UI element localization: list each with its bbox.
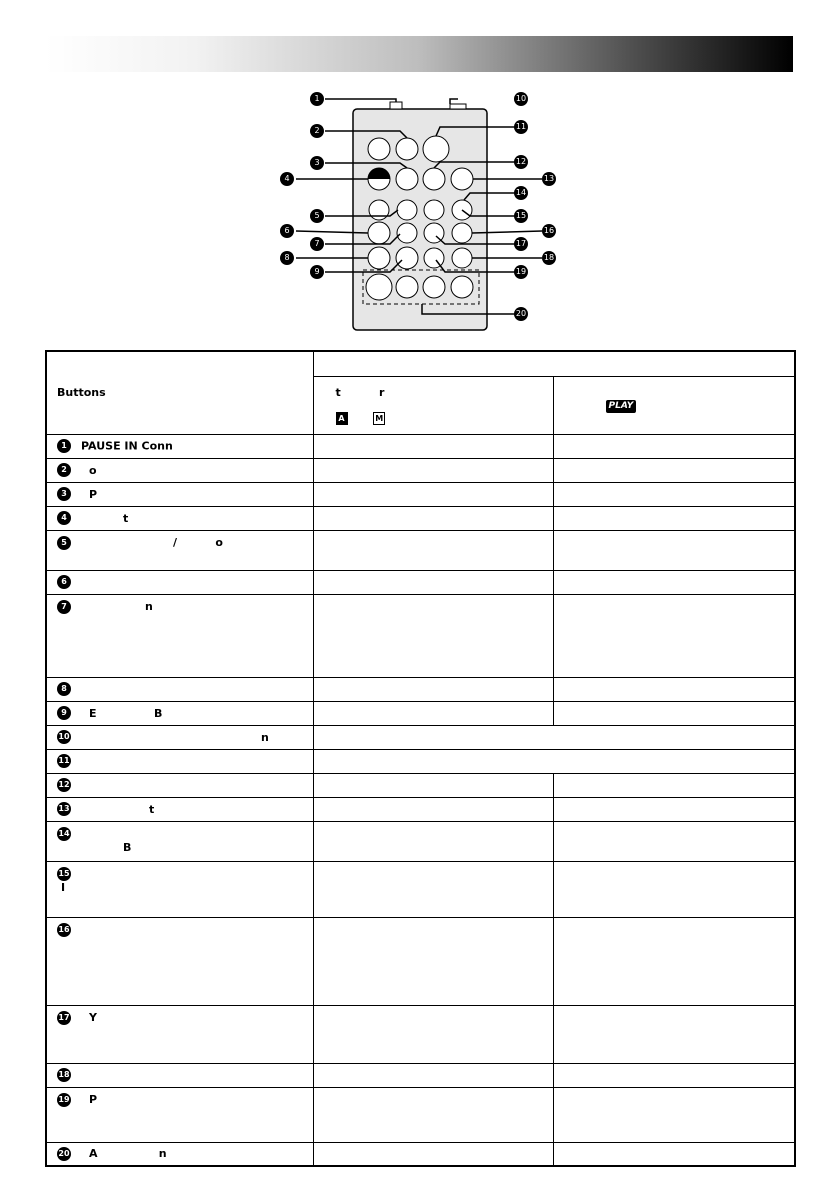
table-row (46, 701, 313, 725)
callout-number: 12 (514, 155, 528, 169)
table-row (46, 821, 313, 861)
header-play-mode (553, 376, 795, 434)
remote-button (397, 200, 417, 220)
ir-window (450, 104, 466, 109)
remote-button (368, 247, 390, 269)
row-number: 18 (57, 1068, 71, 1082)
callout-number: 6 (280, 224, 294, 238)
row-label: P (89, 487, 98, 501)
row-label: n (261, 730, 269, 744)
remote-button (452, 223, 472, 243)
row-number: 10 (57, 730, 71, 744)
header-buttons: Buttons (46, 351, 313, 434)
row-number: 16 (57, 923, 71, 937)
callout-number: 18 (542, 251, 556, 265)
callout-number: 8 (280, 251, 294, 265)
row-number: 14 (57, 827, 71, 841)
remote-button (451, 168, 473, 190)
row-number: 19 (57, 1093, 71, 1107)
row-label: Y (89, 1011, 97, 1024)
table-row (46, 773, 313, 797)
row-number: 1 (57, 439, 71, 453)
table-row (46, 797, 313, 821)
callout-number: 11 (514, 120, 528, 134)
remote-button (423, 136, 449, 162)
buttons-table (45, 350, 794, 1162)
callout-number: 10 (514, 92, 528, 106)
remote-button (396, 276, 418, 298)
table-row (46, 749, 313, 773)
row-label: A n (89, 1147, 167, 1161)
remote-button (423, 276, 445, 298)
row-number: 6 (57, 575, 71, 589)
row-label: / o (173, 536, 223, 549)
callout-number: 14 (514, 186, 528, 200)
row-label: n (145, 600, 153, 613)
table-row (46, 861, 313, 917)
remote-button (368, 222, 390, 244)
remote-button (369, 200, 389, 220)
remote-button (368, 138, 390, 160)
manual-mode-badge: M (373, 412, 385, 425)
callout-number: 16 (542, 224, 556, 238)
row-label: t (123, 511, 129, 525)
callout-number: 7 (310, 237, 324, 251)
table-row (46, 1087, 313, 1142)
table-row (46, 570, 313, 594)
callout-number: 1 (310, 92, 324, 106)
row-label: o (89, 463, 97, 477)
remote-button (396, 168, 418, 190)
callout-number: 15 (514, 209, 528, 223)
row-label: P (89, 1093, 98, 1106)
table-row (46, 1005, 313, 1063)
remote-button (424, 248, 444, 268)
callout-number: 19 (514, 265, 528, 279)
remote-button (366, 274, 392, 300)
row-number: 7 (57, 600, 71, 614)
row-number: 17 (57, 1011, 71, 1025)
header-record-mode: t r A M (313, 376, 553, 434)
table-row (46, 530, 313, 570)
row-number: 11 (57, 754, 71, 768)
remote-button (452, 248, 472, 268)
table-row (46, 725, 313, 749)
callout-number: 9 (310, 265, 324, 279)
row-label: PAUSE IN Conn (81, 439, 173, 453)
row-number: 12 (57, 778, 71, 792)
row-number: 8 (57, 682, 71, 696)
callout-number: 13 (542, 172, 556, 186)
remote-button (451, 276, 473, 298)
remote-button (396, 247, 418, 269)
remote-button (452, 200, 472, 220)
header-functions (313, 351, 795, 376)
callout-number: 2 (310, 124, 324, 138)
callout-number: 4 (280, 172, 294, 186)
table-row (46, 594, 313, 677)
row-number: 3 (57, 487, 71, 501)
table-row (46, 677, 313, 701)
row-label: E B (89, 706, 163, 720)
row-number: 5 (57, 536, 71, 550)
row-number: 15 (57, 867, 71, 881)
remote-button (397, 223, 417, 243)
callout-number: 5 (310, 209, 324, 223)
table-row (46, 1142, 313, 1166)
table-row (46, 458, 313, 482)
row-number: 9 (57, 706, 71, 720)
callout-number: 20 (514, 307, 528, 321)
table-row (46, 917, 313, 1005)
play-badge: PLAY (606, 400, 637, 413)
row-label: B (123, 841, 132, 854)
callout-number: 17 (514, 237, 528, 251)
row-label: t (149, 802, 155, 816)
table-row (46, 482, 313, 506)
remote-button (423, 168, 445, 190)
row-number: 13 (57, 802, 71, 816)
table-row (46, 434, 313, 458)
table-row (46, 1063, 313, 1087)
row-label: I (61, 881, 66, 894)
header-gradient-bar (45, 36, 793, 72)
auto-mode-badge: A (336, 412, 348, 425)
pause-in-connector (390, 102, 402, 109)
remote-button (424, 200, 444, 220)
row-number: 2 (57, 463, 71, 477)
row-number: 4 (57, 511, 71, 525)
callout-number: 3 (310, 156, 324, 170)
remote-button (396, 138, 418, 160)
table-row (46, 506, 313, 530)
remote-control-figure (270, 82, 570, 342)
row-number: 20 (57, 1147, 71, 1161)
